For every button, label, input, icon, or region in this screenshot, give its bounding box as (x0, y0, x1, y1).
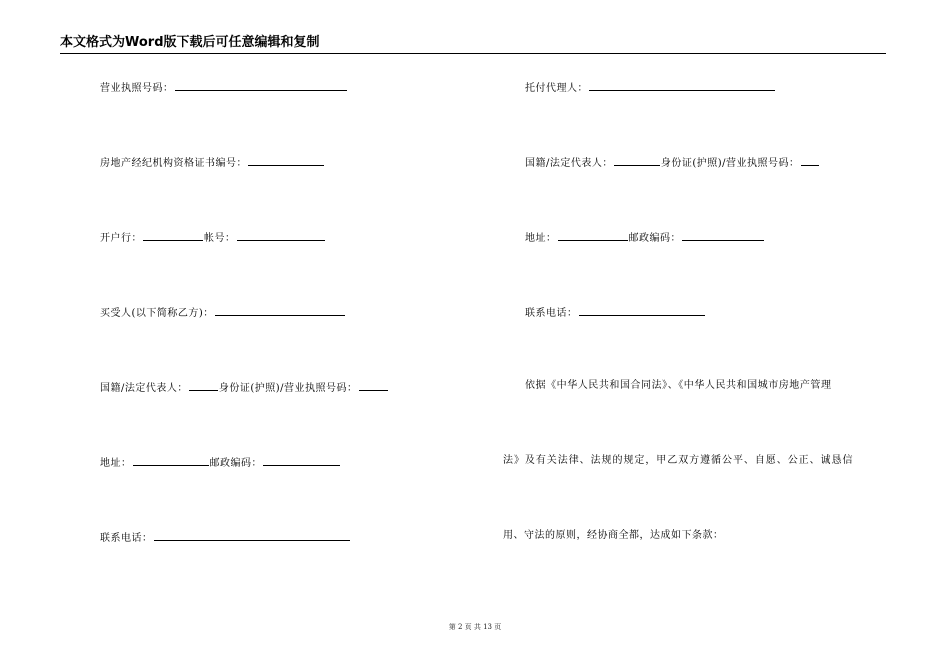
buyer-id-blank[interactable] (359, 380, 388, 391)
seller-address-row (525, 230, 765, 245)
page-number: 第 2 页 共 13 页 (448, 623, 502, 631)
buyer-postcode-label: 邮政编码： (209, 458, 262, 469)
seller-nationality-blank[interactable] (614, 155, 660, 166)
seller-phone-row (525, 305, 706, 320)
agent-label: 托付代理人： (525, 83, 588, 94)
buyer-blank[interactable] (215, 305, 345, 316)
agent-blank[interactable] (589, 80, 775, 91)
seller-phone-blank[interactable] (579, 305, 705, 316)
seller-address-blank[interactable] (558, 230, 628, 241)
account-label: 帐号： (204, 233, 236, 244)
legal-basis-line-2: 法》及有关法律、法规的规定，甲乙双方遵循公平、自愿、公正、诚恳信 (503, 455, 854, 466)
buyer-label: 买受人(以下简称乙方)： (100, 308, 214, 319)
bank-account-row (100, 230, 326, 245)
document-header-title: 本文格式为Word版下载后可任意编辑和复制 (60, 35, 320, 50)
buyer-postcode-blank[interactable] (263, 455, 340, 466)
bank-label: 开户行： (100, 233, 142, 244)
buyer-id-label: 身份证(护照)/营业执照号码： (218, 383, 358, 394)
seller-address-label: 地址： (525, 233, 557, 244)
legal-basis-line-1: 依据《中华人民共和国合同法》、《中华人民共和国城市房地产管理 (525, 380, 832, 391)
buyer-address-row (100, 455, 341, 470)
business-license-blank[interactable] (175, 80, 347, 91)
buyer-phone-blank[interactable] (154, 530, 350, 541)
agent-row (525, 80, 776, 95)
legal-basis-line-3: 用、守法的原则，经协商全都，达成如下条款： (503, 530, 724, 541)
account-blank[interactable] (237, 230, 325, 241)
seller-nationality-row (525, 155, 820, 170)
seller-postcode-blank[interactable] (682, 230, 764, 241)
seller-postcode-label: 邮政编码： (628, 233, 681, 244)
buyer-nationality-label: 国籍/法定代表人： (100, 383, 188, 394)
buyer-address-blank[interactable] (133, 455, 209, 466)
buyer-address-label: 地址： (100, 458, 132, 469)
business-license-row (100, 80, 348, 95)
buyer-nationality-row (100, 380, 389, 395)
seller-id-blank[interactable] (801, 155, 819, 166)
seller-id-label: 身份证(护照)/营业执照号码： (660, 158, 800, 169)
business-license-label: 营业执照号码： (100, 83, 174, 94)
seller-nationality-label: 国籍/法定代表人： (525, 158, 613, 169)
agent-certificate-label: 房地产经纪机构资格证书编号： (100, 158, 247, 169)
buyer-row (100, 305, 346, 320)
agent-certificate-blank[interactable] (248, 155, 324, 166)
header-divider (60, 53, 886, 54)
bank-blank[interactable] (143, 230, 203, 241)
buyer-phone-row (100, 530, 351, 545)
buyer-phone-label: 联系电话： (100, 533, 153, 544)
agent-certificate-row (100, 155, 325, 170)
seller-phone-label: 联系电话： (525, 308, 578, 319)
buyer-nationality-blank[interactable] (189, 380, 218, 391)
